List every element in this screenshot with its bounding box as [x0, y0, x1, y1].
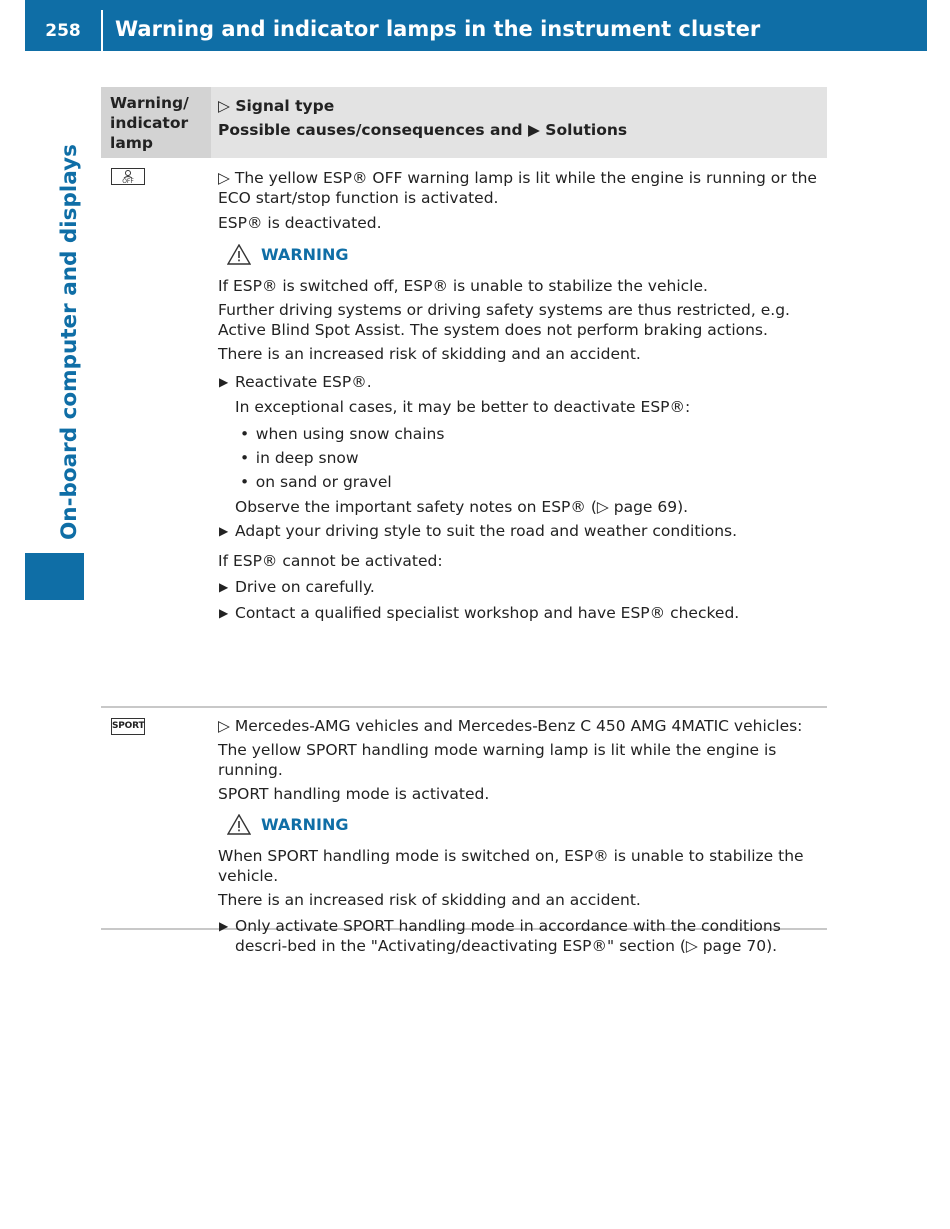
list-item-text: when using snow chains: [255, 425, 445, 443]
signal-text: ▷ Mercedes-AMG vehicles and Mercedes-Benz C 450 AMG 4MATIC vehicles:: [218, 717, 803, 735]
step-note: In exceptional cases, it may be better to deactivate ESP®:: [235, 398, 691, 416]
warning-text: Further driving systems or driving safety systems are thus restricted, e.g. Active Blind Spot Assist. The system does not perform braking actions.: [218, 301, 790, 339]
column-header-signal: [101, 87, 627, 142]
page-header: [25, 0, 927, 51]
action-step: [218, 521, 827, 541]
list-item-text: on sand or gravel: [255, 473, 392, 491]
table-row: [101, 158, 827, 708]
action-step: [218, 603, 827, 623]
sport-lamp-icon: SPORT: [111, 718, 145, 735]
table-header: [101, 87, 827, 158]
step-arrow-icon: ▶: [219, 524, 229, 538]
condition-text: If ESP® cannot be activated:: [218, 552, 443, 570]
list-item-text: in deep snow: [255, 449, 359, 467]
step-arrow-icon: ▶: [219, 919, 229, 933]
header-lamp-line: indicator: [110, 114, 189, 132]
row-content: [218, 168, 827, 623]
warning-label: WARNING: [261, 245, 349, 264]
step-arrow-icon: ▶: [219, 375, 229, 389]
list-item: • on sand or gravel: [240, 473, 392, 491]
sidebar-tab: [25, 553, 84, 600]
warning-text: When SPORT handling mode is switched on, ESP® is unable to stabilize the vehicle.: [218, 847, 804, 885]
warning-text: There is an increased risk of skidding and an accident.: [218, 891, 641, 909]
list-item: • when using snow chains: [240, 425, 445, 443]
warning-lamp-table: [101, 87, 827, 955]
signal-text: The yellow SPORT handling mode warning lamp is lit while the engine is running.: [218, 741, 777, 779]
cause-text: ESP® is deactivated.: [218, 214, 382, 232]
step-arrow-icon: ▶: [219, 606, 229, 620]
list-item: • in deep snow: [240, 449, 359, 467]
header-causes-solutions: Possible causes/consequences and ▶ Solutions: [218, 121, 628, 139]
action-step: [218, 577, 827, 597]
warning-heading: [227, 244, 827, 265]
header-divider: [101, 10, 103, 51]
esp-off-lamp-icon: [111, 168, 145, 185]
warning-heading: [227, 814, 827, 835]
warning-text: If ESP® is switched off, ESP® is unable to stabilize the vehicle.: [218, 277, 708, 295]
header-signal-type: ▷ Signal type: [218, 97, 335, 115]
step-text: Reactivate ESP®.: [235, 373, 372, 391]
step-text: Adapt your driving style to suit the road and weather conditions.: [235, 522, 738, 540]
header-lamp-line: Warning/: [110, 94, 189, 112]
warning-label: WARNING: [261, 815, 349, 834]
signal-text: ▷ The yellow ESP® OFF warning lamp is lit while the engine is running or the ECO start/stop function is activated.: [218, 169, 817, 207]
page-number: 258: [45, 21, 81, 41]
step-text: Only activate SPORT handling mode in accordance with the conditions descri-bed in the "Activating/deactivating ESP®" section (▷ page 70).: [235, 917, 781, 955]
warning-text: There is an increased risk of skidding and an accident.: [218, 345, 641, 363]
action-step: [218, 916, 827, 956]
table-row: [101, 708, 827, 955]
page-title: Warning and indicator lamps in the instrument cluster: [115, 17, 761, 41]
step-arrow-icon: ▶: [219, 580, 229, 594]
warning-triangle-icon: [227, 814, 251, 835]
action-step: [218, 372, 827, 392]
cause-text: SPORT handling mode is activated.: [218, 785, 490, 803]
esp-car-icon: [112, 169, 144, 184]
step-text: Contact a qualified specialist workshop and have ESP® checked.: [235, 604, 740, 622]
lamp-label: OFF: [122, 178, 134, 184]
warning-triangle-icon: [227, 244, 251, 265]
step-text: Drive on carefully.: [235, 578, 375, 596]
page-reference[interactable]: Observe the important safety notes on ESP® (▷ page 69).: [235, 498, 689, 516]
sidebar-section-label: On-board computer and displays: [57, 144, 82, 540]
row-content: [218, 716, 827, 956]
header-lamp-line: lamp: [110, 134, 154, 152]
